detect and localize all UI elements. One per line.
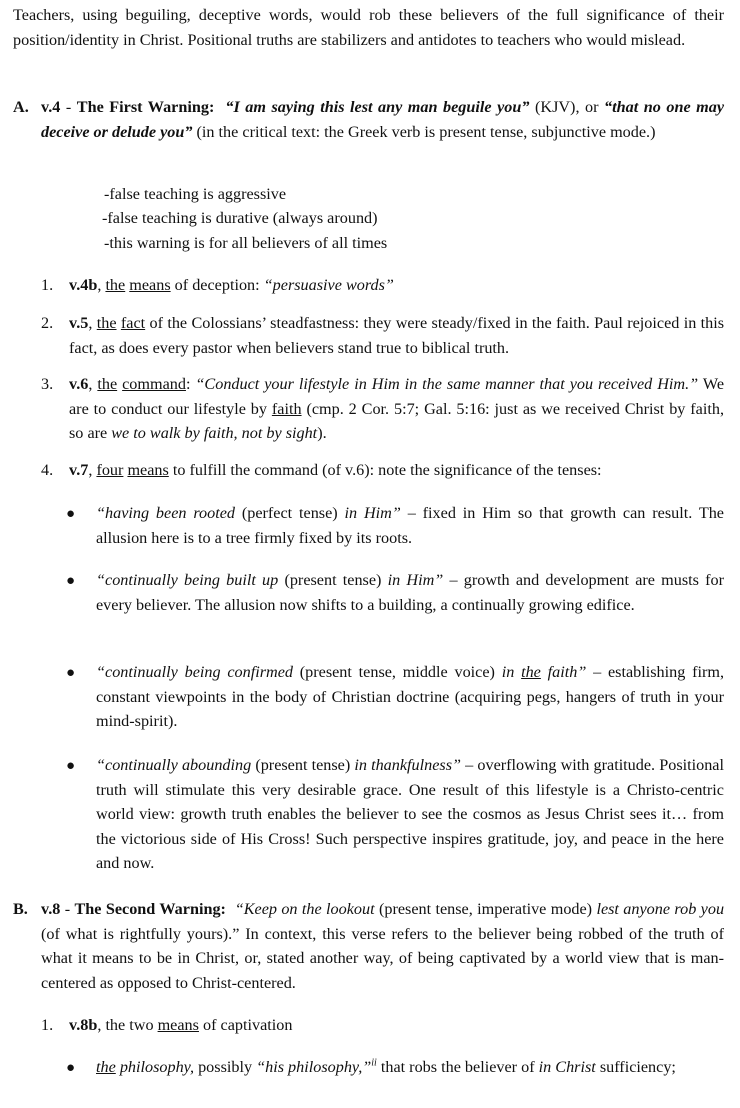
section-b-paragraph (41, 897, 724, 995)
item-a3-colon: : (185, 375, 196, 393)
bullet-philosophy-word: philosophy, (115, 1058, 195, 1076)
section-a-verse: v.4 (41, 98, 61, 116)
section-b-letter: B. (13, 900, 28, 918)
item-b1-body-2: of captivation (198, 1016, 293, 1034)
bullet-confirmed-body: – establishing firm, constant viewpoints in the body of Christian doctrine (acquiring pegs, hangers of truth in your mind-spirit). (96, 663, 725, 731)
bullet-abounding-quote: “continually abounding (96, 756, 252, 774)
item-a3-the: the (97, 375, 118, 393)
dash-list-item-3: -this warning is for all believers of all times (104, 234, 388, 252)
bullet-rooted-tense: (perfect tense) (235, 504, 345, 522)
item-a1-number: 1. (41, 276, 54, 294)
bullet-marker: ● (66, 506, 76, 522)
item-a1-means: means (129, 276, 171, 294)
item-a3-text: v.6, the command: “Conduct your lifestyle in Him in the same manner that you received Him.” We are to conduct our lifestyle by faith (cmp. 2 Cor. 5:7; Gal. 5:16: just as we received Christ by faith, so are we to walk by faith, not by sight). (69, 375, 725, 443)
section-a-tail: (in the critical text: the Greek verb is present tense, subjunctive mode.) (192, 122, 656, 141)
bullet-marker: ● (66, 573, 76, 589)
item-b1-text (69, 1013, 724, 1038)
item-a4-verse: v.7 (69, 461, 89, 479)
bullet-marker: ● (66, 758, 76, 774)
dash-list-item-2: -false teaching is durative (always around) (102, 209, 378, 227)
item-a4-text: v.7, four means to fulfill the command (of v.6): note the significance of the tenses: (69, 461, 602, 479)
bullet-built-up-in-him: in Him” (387, 571, 444, 589)
bullet-rooted (96, 501, 724, 550)
bullet-philosophy-in-christ: in Christ (538, 1058, 596, 1076)
item-a3-body-3: ). (317, 424, 327, 443)
item-a3-body-2: (cmp. 2 Cor. 5:7; Gal. 5:16: just as we received Christ by faith, so are (69, 399, 724, 443)
item-a2-verse: v.5 (69, 314, 89, 332)
item-a4-means: means (127, 461, 169, 479)
item-a3-verse: v.6 (69, 375, 89, 393)
item-a1-verse: v.4b (69, 276, 98, 294)
item-b1-body-1: , the two (97, 1016, 158, 1034)
item-a1-the: the (105, 276, 126, 294)
section-a-heading: The First Warning: (76, 98, 215, 116)
bullet-rooted-quote: “having been rooted (96, 504, 235, 522)
bullet-built-up-body: – growth and development are musts for every believer. The allusion now shifts to a building, a continually growing edifice. (96, 571, 724, 614)
dash-list-item-1: -false teaching is aggressive (104, 185, 287, 203)
item-a4-body: to fulfill the command (of v.6): note the significance of the tenses: (168, 461, 602, 479)
bullet-abounding-tense: (present tense) (251, 756, 355, 774)
section-b-verse: v.8 (41, 900, 61, 918)
section-a-quote-kjv: “I am saying this lest any man beguile you” (225, 98, 530, 116)
section-b-tense: (present tense, imperative mode) (374, 900, 597, 918)
section-a-letter: A. (13, 98, 29, 116)
bullet-philosophy-his: “his philosophy,” (256, 1058, 372, 1076)
section-b-quote-lookout: “Keep on the lookout (234, 900, 375, 918)
section-a-paragraph (41, 95, 724, 144)
item-a3-faith: faith (271, 399, 302, 418)
bullet-built-up-tense: (present tense) (278, 571, 388, 589)
section-b-body: (of what is rightfully yours).” In context, this verse refers to the believer being robbed of the truth of what it means to be in Christ, or, stated another way, of being captivated by a world view that is man-centered as opposed to Christ-centered. (41, 924, 724, 992)
item-a4-number: 4. (41, 461, 54, 479)
bullet-abounding-body: – overflowing with gratitude. Positional truth will stimulate this very desirable grace. One result of this lifestyle is a Christo-centric world view: growth truth enables the believer to see the cosmos as Jesus Christ sees it… from the victorious side of His Cross! Such perspective inspires gratitude, joy, and peace in the here and now. (96, 756, 724, 873)
bullet-rooted-in-him: in Him” (344, 504, 401, 522)
item-a1-quote: “persuasive words” (263, 276, 394, 294)
bullet-confirmed-quote: “continually being confirmed (96, 663, 293, 681)
section-a-dash: - (60, 98, 77, 116)
bullet-philosophy (96, 1055, 724, 1080)
item-a2-text: v.5, the fact of the Colossians’ steadfastness: they were steady/fixed in the faith. Paul rejoiced in this fact, as does every pastor when believers stand true to biblical truth. (69, 314, 725, 357)
item-b1-verse: v.8b (69, 1016, 98, 1034)
item-b1-means: means (157, 1016, 199, 1034)
section-b-quote-rob: lest anyone rob you (596, 900, 725, 918)
item-a2-fact: fact (120, 314, 146, 332)
bullet-philosophy-the: the (96, 1058, 116, 1076)
bullet-built-up (96, 568, 724, 617)
bullet-philosophy-body-1: possibly (194, 1058, 257, 1076)
endnote-marker: ii (371, 1057, 377, 1069)
item-a3-walk: we to walk by faith, not by sight (111, 424, 318, 443)
item-a4-four: four (96, 461, 124, 479)
item-a2-body: of the Colossians’ steadfastness: they were steady/fixed in the faith. Paul rejoiced in this fact, as does every pastor when believers stand true to biblical truth. (69, 314, 725, 357)
item-a3-body-1: We are to conduct our lifestyle by (69, 375, 725, 418)
item-a1-body: of deception: (170, 276, 264, 294)
item-a2-the: the (96, 314, 117, 332)
bullet-confirmed-tense: (present tense, middle voice) (292, 663, 502, 681)
item-a3-quote: “Conduct your lifestyle in Him in the same manner that you received Him.” (195, 375, 699, 393)
bullet-confirmed-faith: faith” (540, 663, 587, 681)
bullet-rooted-body: – fixed in Him so that growth can result. The allusion here is to a tree firmly fixed by its roots. (96, 504, 724, 547)
bullet-built-up-quote: “continually being built up (96, 571, 279, 589)
section-b-heading: The Second Warning: (74, 900, 226, 918)
section-b-dash: - (60, 900, 75, 918)
item-b1-number: 1. (41, 1016, 54, 1034)
bullet-marker: ● (66, 1060, 76, 1076)
section-a-quote-critical: “that no one may deceive or delude you” (41, 98, 725, 141)
bullet-confirmed-the: the (521, 663, 541, 681)
bullet-confirmed (96, 660, 724, 734)
item-a1-text: v.4b, the means of deception: “persuasive words” (69, 276, 394, 294)
item-a2-number: 2. (41, 314, 54, 332)
bullet-abounding-thankfulness: in thankfulness” (354, 756, 462, 774)
bullet-philosophy-body-2: that robs the believer of (376, 1058, 539, 1076)
bullet-philosophy-body-3: sufficiency; (595, 1058, 676, 1076)
bullet-marker: ● (66, 665, 76, 681)
intro-paragraph: Teachers, using beguiling, deceptive words, would rob these believers of the full significance of their position/identity in Christ. Positional truths are stabilizers and antidotes to teachers who would mislead. (13, 6, 724, 49)
item-a3-number: 3. (41, 375, 54, 393)
bullet-abounding (96, 753, 724, 876)
bullet-confirmed-in: in (501, 663, 522, 681)
section-a-kjv: (KJV), or (529, 98, 605, 116)
item-a3-command: command (122, 375, 186, 393)
